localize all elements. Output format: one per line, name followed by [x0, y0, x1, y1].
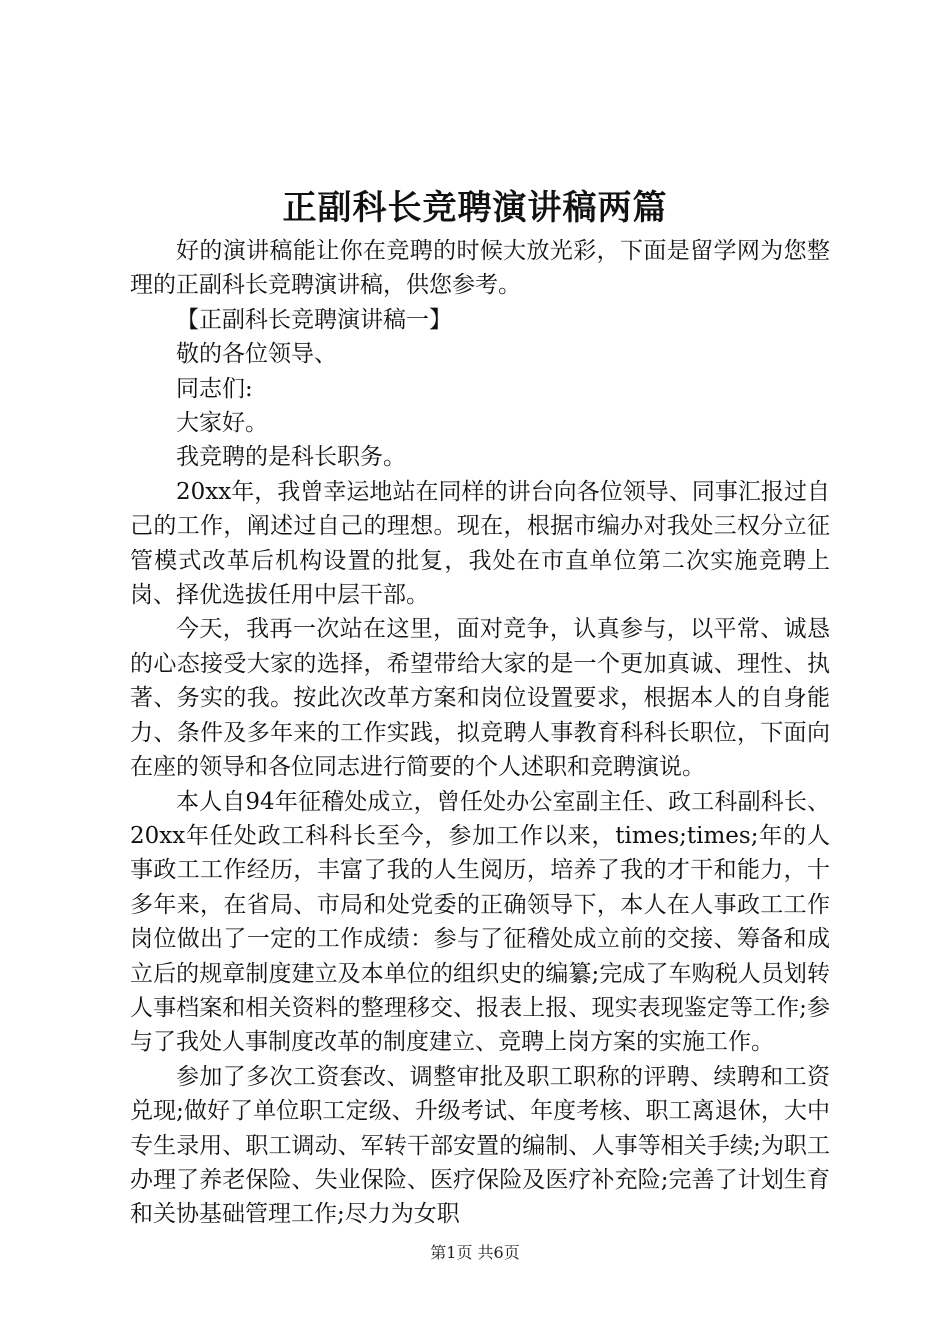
- paragraph-position: 我竞聘的是科长职务。: [176, 444, 406, 471]
- document-title: 正副科长竞聘演讲稿两篇: [282, 188, 668, 228]
- paragraph-greeting: 大家好。: [176, 410, 268, 437]
- paragraph-duties: 参加了多次工资套改、调整审批及职工职称的评聘、续聘和工资兑现;做好了单位职工定级、升级考试、年度考核、职工离退休，大中专生录用、职工调动、军转干部安置的编制、人事等相关手续;为职工办理了养老保险、失业保险、医疗保险及医疗补充险;完善了计划生育和关协基础管理工作;尽力为女职: [130, 1063, 830, 1228]
- page-footer: 第1页 共6页: [430, 1243, 520, 1262]
- paragraph-background: 20xx年，我曾幸运地站在同样的讲台向各位领导、同事汇报过自己的工作，阐述过自己的理想。现在，根据市编办对我处三权分立征管模式改革后机构设置的批复，我处在市直单位第二次实施竞聘上岗、择优选拔任用中层干部。: [130, 478, 830, 609]
- paragraph-salutation: 敬的各位领导、: [176, 341, 337, 368]
- document-body: [130, 234, 830, 1232]
- paragraph-salutation-2: 同志们:: [176, 375, 253, 402]
- paragraph-experience: 本人自94年征稽处成立，曾任处办公室副主任、政工科副科长、20xx年任处政工科科长至今，参加工作以来，times;times;年的人事政工工作经历，丰富了我的人生阅历，培养了我的才干和能力，十多年来，在省局、市局和处党委的正确领导下，本人在人事政工工作岗位做出了一定的工作成绩：参与了征稽处成立前的交接、筹备和成立后的规章制度建立及本单位的组织史的编纂;完成了车购税人员划转人事档案和相关资料的整理移交、报表上报、现实表现鉴定等工作;参与了我处人事制度改革的制度建立、竞聘上岗方案的实施工作。: [130, 788, 830, 1056]
- paragraph-intro: 好的演讲稿能让你在竞聘的时候大放光彩，下面是留学网为您整理的正副科长竞聘演讲稿，供您参考。: [130, 238, 830, 299]
- paragraph-section-heading: 【正副科长竞聘演讲稿一】: [176, 306, 452, 333]
- paragraph-today: 今天，我再一次站在这里，面对竞争，认真参与，以平常、诚恳的心态接受大家的选择，希望带给大家的是一个更加真诚、理性、执著、务实的我。按此次改革方案和岗位设置要求，根据本人的自身能力、条件及多年来的工作实践，拟竞聘人事教育科科长职位，下面向在座的领导和各位同志进行简要的个人述职和竞聘演说。: [130, 616, 830, 781]
